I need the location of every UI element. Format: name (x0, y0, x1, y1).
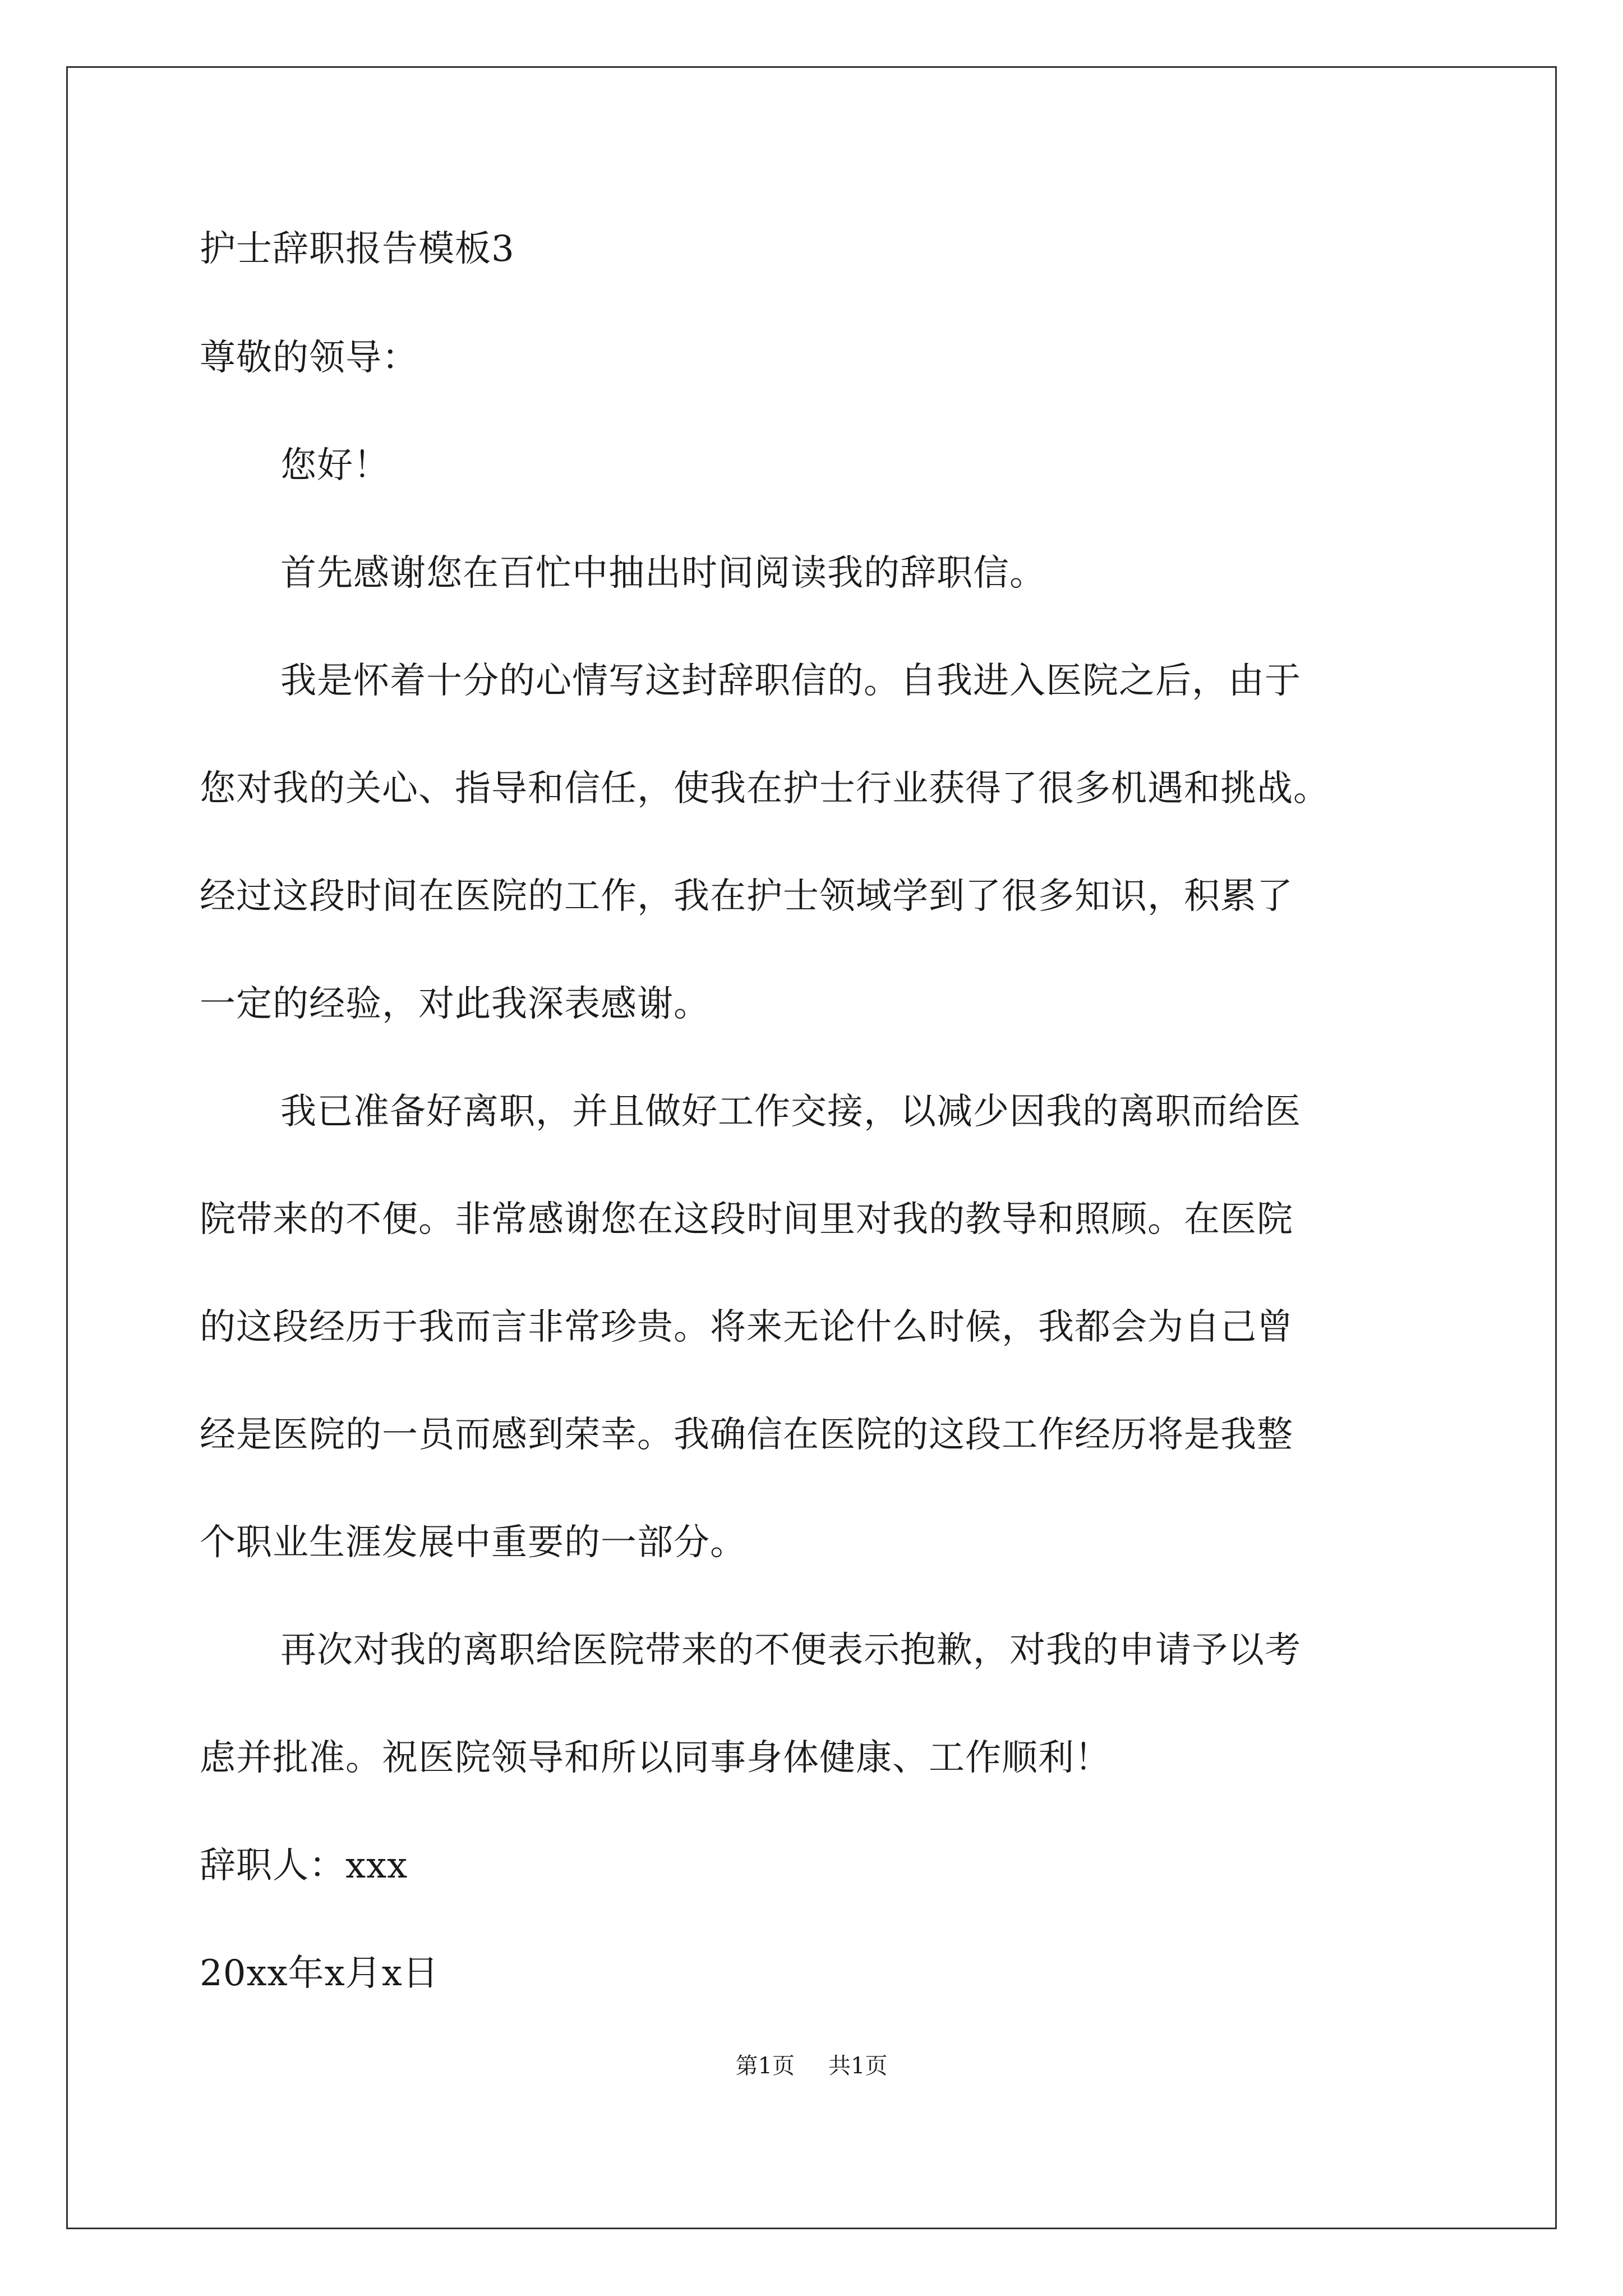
paragraph-line: 首先感谢您在百忙中抽出时间阅读我的辞职信。 (280, 553, 1046, 594)
paragraph-line: 个职业生涯发展中重要的一部分。 (200, 1522, 746, 1563)
document-title: 护士辞职报告模板3 (200, 228, 515, 270)
paragraph-line: 虑并批准。祝医院领导和所以同事身体健康、工作顺利！ (200, 1737, 1111, 1779)
greeting: 您好！ (280, 445, 390, 486)
paragraph-line: 经过这段时间在医院的工作，我在护士领域学到了很多知识，积累了 (200, 876, 1293, 917)
signature: 辞职人：xxx (200, 1845, 408, 1887)
date: 20xx年x月x日 (200, 1953, 439, 1994)
page-frame (66, 66, 1557, 2229)
paragraph-line: 我已准备好离职，并且做好工作交接，以减少因我的离职而给医 (280, 1091, 1301, 1133)
paragraph-line: 再次对我的离职给医院带来的不便表示抱歉，对我的申请予以考 (280, 1630, 1301, 1671)
salutation: 尊敬的领导： (200, 337, 418, 379)
paragraph-line: 的这段经历于我而言非常珍贵。将来无论什么时候，我都会为自己曾 (200, 1306, 1293, 1348)
page-current: 第1页 (735, 2053, 795, 2079)
paragraph-line: 院带来的不便。非常感谢您在这段时间里对我的教导和照顾。在医院 (200, 1199, 1293, 1240)
paragraph-line: 一定的经验，对此我深表感谢。 (200, 983, 710, 1025)
paragraph-line: 您对我的关心、指导和信任，使我在护士行业获得了很多机遇和挑战。 (200, 768, 1330, 809)
paragraph-line: 我是怀着十分的心情写这封辞职信的。自我进入医院之后，由于 (280, 660, 1301, 702)
page-footer (0, 2052, 1623, 2080)
page-total: 共1页 (828, 2053, 888, 2079)
paragraph-line: 经是医院的一员而感到荣幸。我确信在医院的这段工作经历将是我整 (200, 1414, 1293, 1456)
